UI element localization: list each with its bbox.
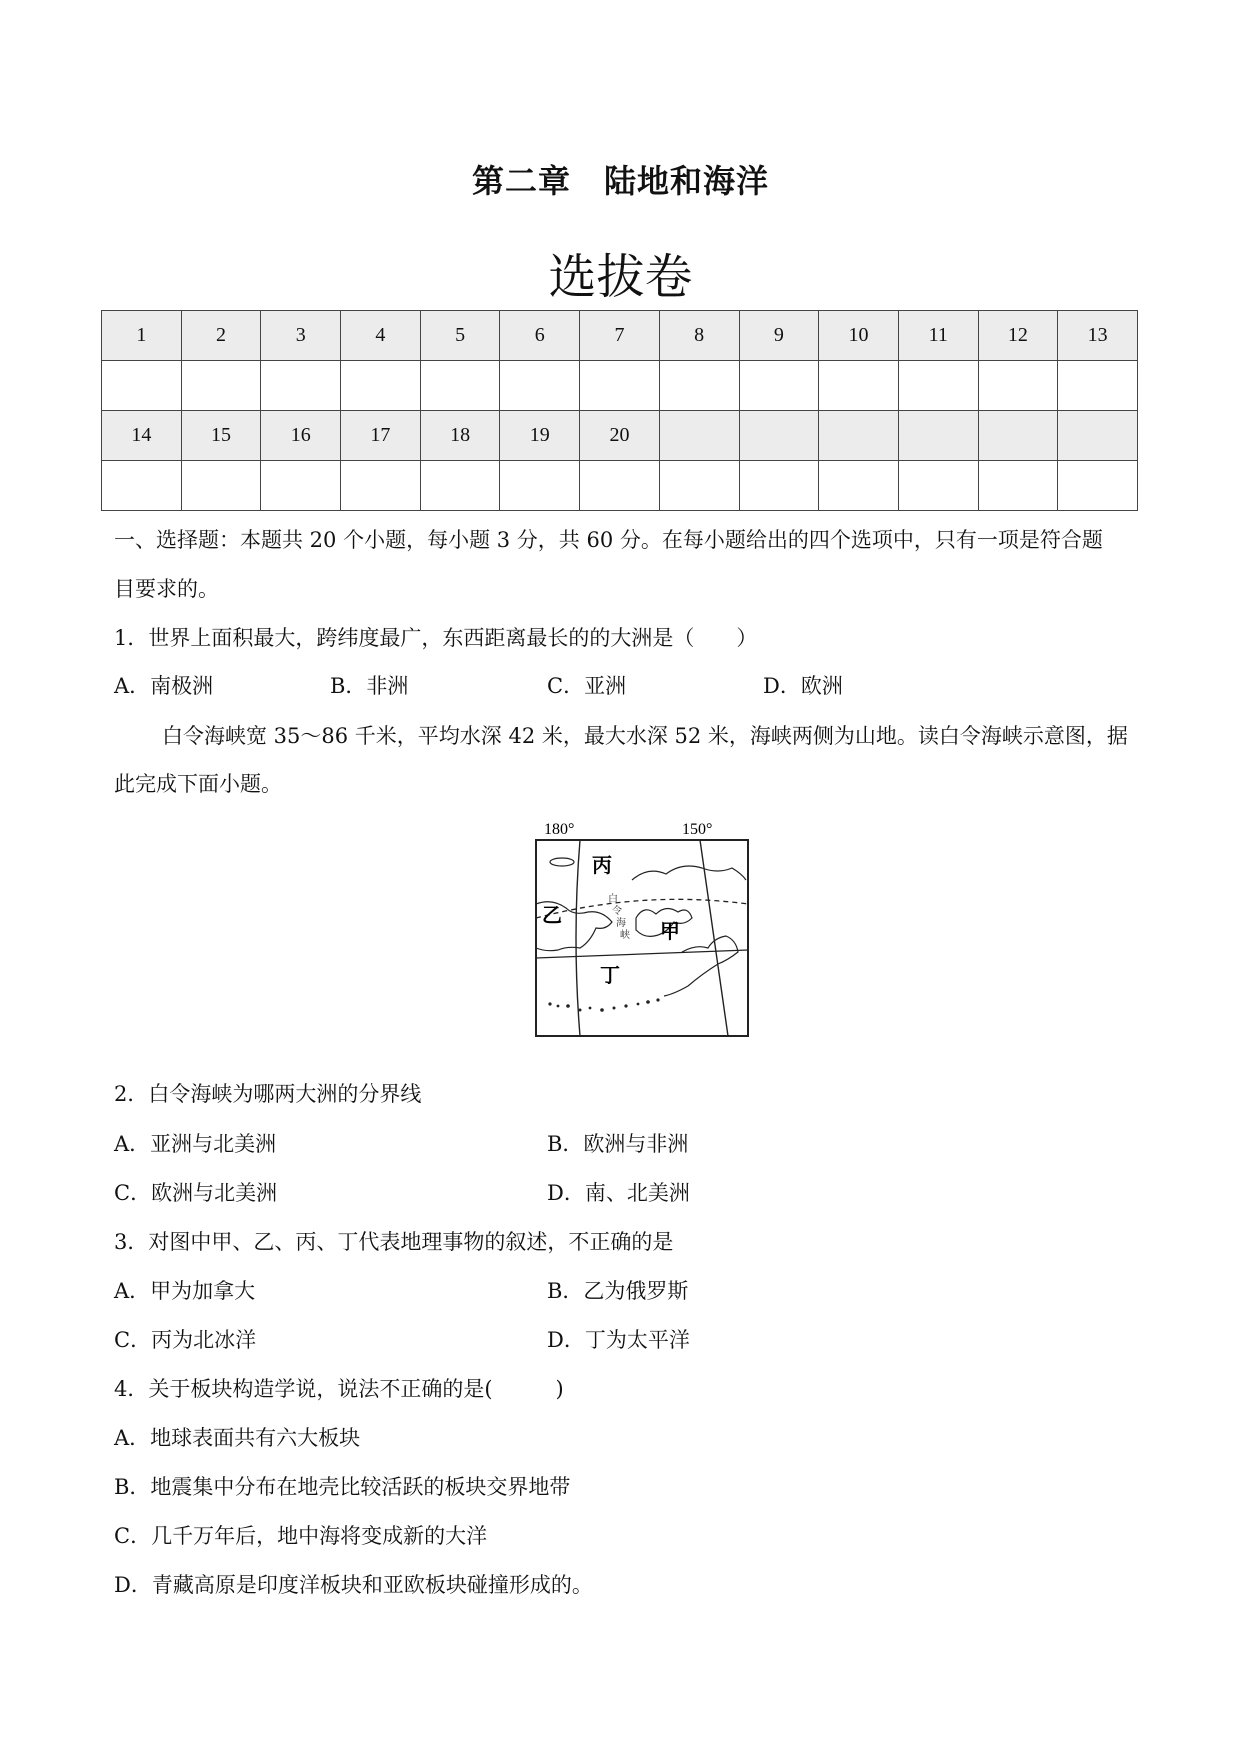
q1-option-c[interactable]: C．亚洲 [547, 674, 627, 698]
grid-cell: 9 [739, 311, 819, 361]
answer-cell[interactable] [261, 461, 341, 511]
answer-cell[interactable] [420, 461, 500, 511]
question-4-stem: 4．关于板块构造学说，说法不正确的是( ) [114, 1377, 564, 1401]
answer-cell[interactable] [580, 461, 660, 511]
answer-grid-answer-row [102, 461, 1138, 511]
chapter-title: 第二章 陆地和海洋 [471, 162, 769, 200]
q2-option-b[interactable]: B．欧洲与非洲 [547, 1132, 689, 1156]
answer-cell[interactable] [819, 361, 899, 411]
grid-cell [898, 411, 978, 461]
q2-option-a[interactable]: A．亚洲与北美洲 [114, 1132, 277, 1156]
q4-option-c[interactable]: C．几千万年后，地中海将变成新的大洋 [114, 1524, 488, 1548]
question-2-stem: 2．白令海峡为哪两大洲的分界线 [114, 1082, 422, 1106]
answer-cell[interactable] [739, 361, 819, 411]
answer-cell[interactable] [1058, 461, 1138, 511]
grid-cell: 2 [181, 311, 261, 361]
grid-cell: 15 [181, 411, 261, 461]
grid-cell: 6 [500, 311, 580, 361]
grid-cell: 16 [261, 411, 341, 461]
strait-char: 白 [608, 894, 618, 905]
q1-option-d[interactable]: D．欧洲 [763, 674, 843, 698]
grid-cell: 10 [819, 311, 899, 361]
grid-cell [1058, 411, 1138, 461]
aleutian-islands [548, 998, 659, 1011]
grid-cell: 14 [102, 411, 182, 461]
strait-char: 令 [612, 906, 622, 917]
grid-cell [659, 411, 739, 461]
bering-strait-map [532, 818, 752, 1040]
north-america-coastline [632, 866, 746, 936]
grid-cell [819, 411, 899, 461]
answer-cell[interactable] [341, 461, 421, 511]
strait-char: 海 [616, 918, 626, 929]
grid-cell [739, 411, 819, 461]
q4-option-d[interactable]: D．青藏高原是印度洋板块和亚欧板块碰撞形成的。 [114, 1573, 593, 1597]
grid-cell: 17 [341, 411, 421, 461]
answer-cell[interactable] [181, 361, 261, 411]
q3-option-c[interactable]: C．丙为北冰洋 [114, 1328, 257, 1352]
answer-cell[interactable] [1058, 361, 1138, 411]
question-1-stem: 1．世界上面积最大，跨纬度最广，东西距离最长的的大洲是（ ） [114, 626, 758, 650]
answer-cell[interactable] [341, 361, 421, 411]
q2-option-c[interactable]: C．欧洲与北美洲 [114, 1181, 278, 1205]
q1-option-a[interactable]: A．南极洲 [114, 674, 214, 698]
label-ding: 丁 [600, 963, 620, 987]
q4-option-b[interactable]: B．地震集中分布在地壳比较活跃的板块交界地带 [114, 1475, 571, 1499]
q3-option-d[interactable]: D．丁为太平洋 [547, 1328, 690, 1352]
section-instruction-cont: 目要求的。 [114, 577, 219, 601]
grid-cell: 20 [580, 411, 660, 461]
answer-grid-answer-row [102, 361, 1138, 411]
grid-cell: 5 [420, 311, 500, 361]
alaska-peninsula [664, 936, 738, 996]
answer-cell[interactable] [580, 361, 660, 411]
arctic-circle-line [536, 899, 748, 918]
grid-cell: 7 [580, 311, 660, 361]
q3-option-b[interactable]: B．乙为俄罗斯 [547, 1279, 689, 1303]
answer-cell[interactable] [898, 361, 978, 411]
strait-char: 峡 [620, 930, 630, 941]
answer-grid [101, 310, 1138, 511]
answer-grid-number-row [102, 311, 1138, 361]
answer-cell[interactable] [261, 361, 341, 411]
grid-cell: 8 [659, 311, 739, 361]
q1-option-b[interactable]: B．非洲 [330, 674, 409, 698]
grid-cell: 3 [261, 311, 341, 361]
answer-cell[interactable] [181, 461, 261, 511]
grid-cell: 13 [1058, 311, 1138, 361]
grid-cell [978, 411, 1058, 461]
passage-text-cont: 此完成下面小题。 [114, 772, 282, 796]
strait-label [608, 892, 630, 941]
grid-cell: 1 [102, 311, 182, 361]
answer-cell[interactable] [978, 461, 1058, 511]
answer-cell[interactable] [102, 361, 182, 411]
grid-cell: 19 [500, 411, 580, 461]
grid-cell: 12 [978, 311, 1058, 361]
longitude-150-label: 150° [682, 821, 713, 838]
exam-title: 选拔卷 [548, 249, 693, 305]
passage-text: 白令海峡宽 35～86 千米，平均水深 42 米，最大水深 52 米，海峡两侧为山地。读白令海峡示意图，据 [162, 724, 1128, 748]
q4-option-a[interactable]: A．地球表面共有六大板块 [114, 1426, 361, 1450]
answer-cell[interactable] [978, 361, 1058, 411]
grid-cell: 11 [898, 311, 978, 361]
longitude-180-label: 180° [544, 821, 575, 838]
grid-cell: 4 [341, 311, 421, 361]
answer-cell[interactable] [659, 461, 739, 511]
grid-cell: 18 [420, 411, 500, 461]
meridian-line [576, 840, 580, 1036]
island-outline [550, 858, 574, 866]
answer-cell[interactable] [500, 461, 580, 511]
answer-cell[interactable] [659, 361, 739, 411]
section-instruction: 一、选择题：本题共 20 个小题，每小题 3 分，共 60 分。在每小题给出的四个选项中，只有一项是符合题 [114, 528, 1103, 552]
answer-cell[interactable] [500, 361, 580, 411]
label-yi: 乙 [542, 903, 562, 927]
q3-option-a[interactable]: A．甲为加拿大 [114, 1279, 256, 1303]
q2-option-d[interactable]: D．南、北美洲 [547, 1181, 690, 1205]
answer-grid-number-row [102, 411, 1138, 461]
label-bing: 丙 [592, 853, 612, 877]
answer-cell[interactable] [739, 461, 819, 511]
answer-cell[interactable] [102, 461, 182, 511]
label-jia: 甲 [660, 919, 680, 943]
answer-cell[interactable] [819, 461, 899, 511]
question-3-stem: 3．对图中甲、乙、丙、丁代表地理事物的叙述，不正确的是 [114, 1230, 674, 1254]
answer-cell[interactable] [898, 461, 978, 511]
answer-cell[interactable] [420, 361, 500, 411]
